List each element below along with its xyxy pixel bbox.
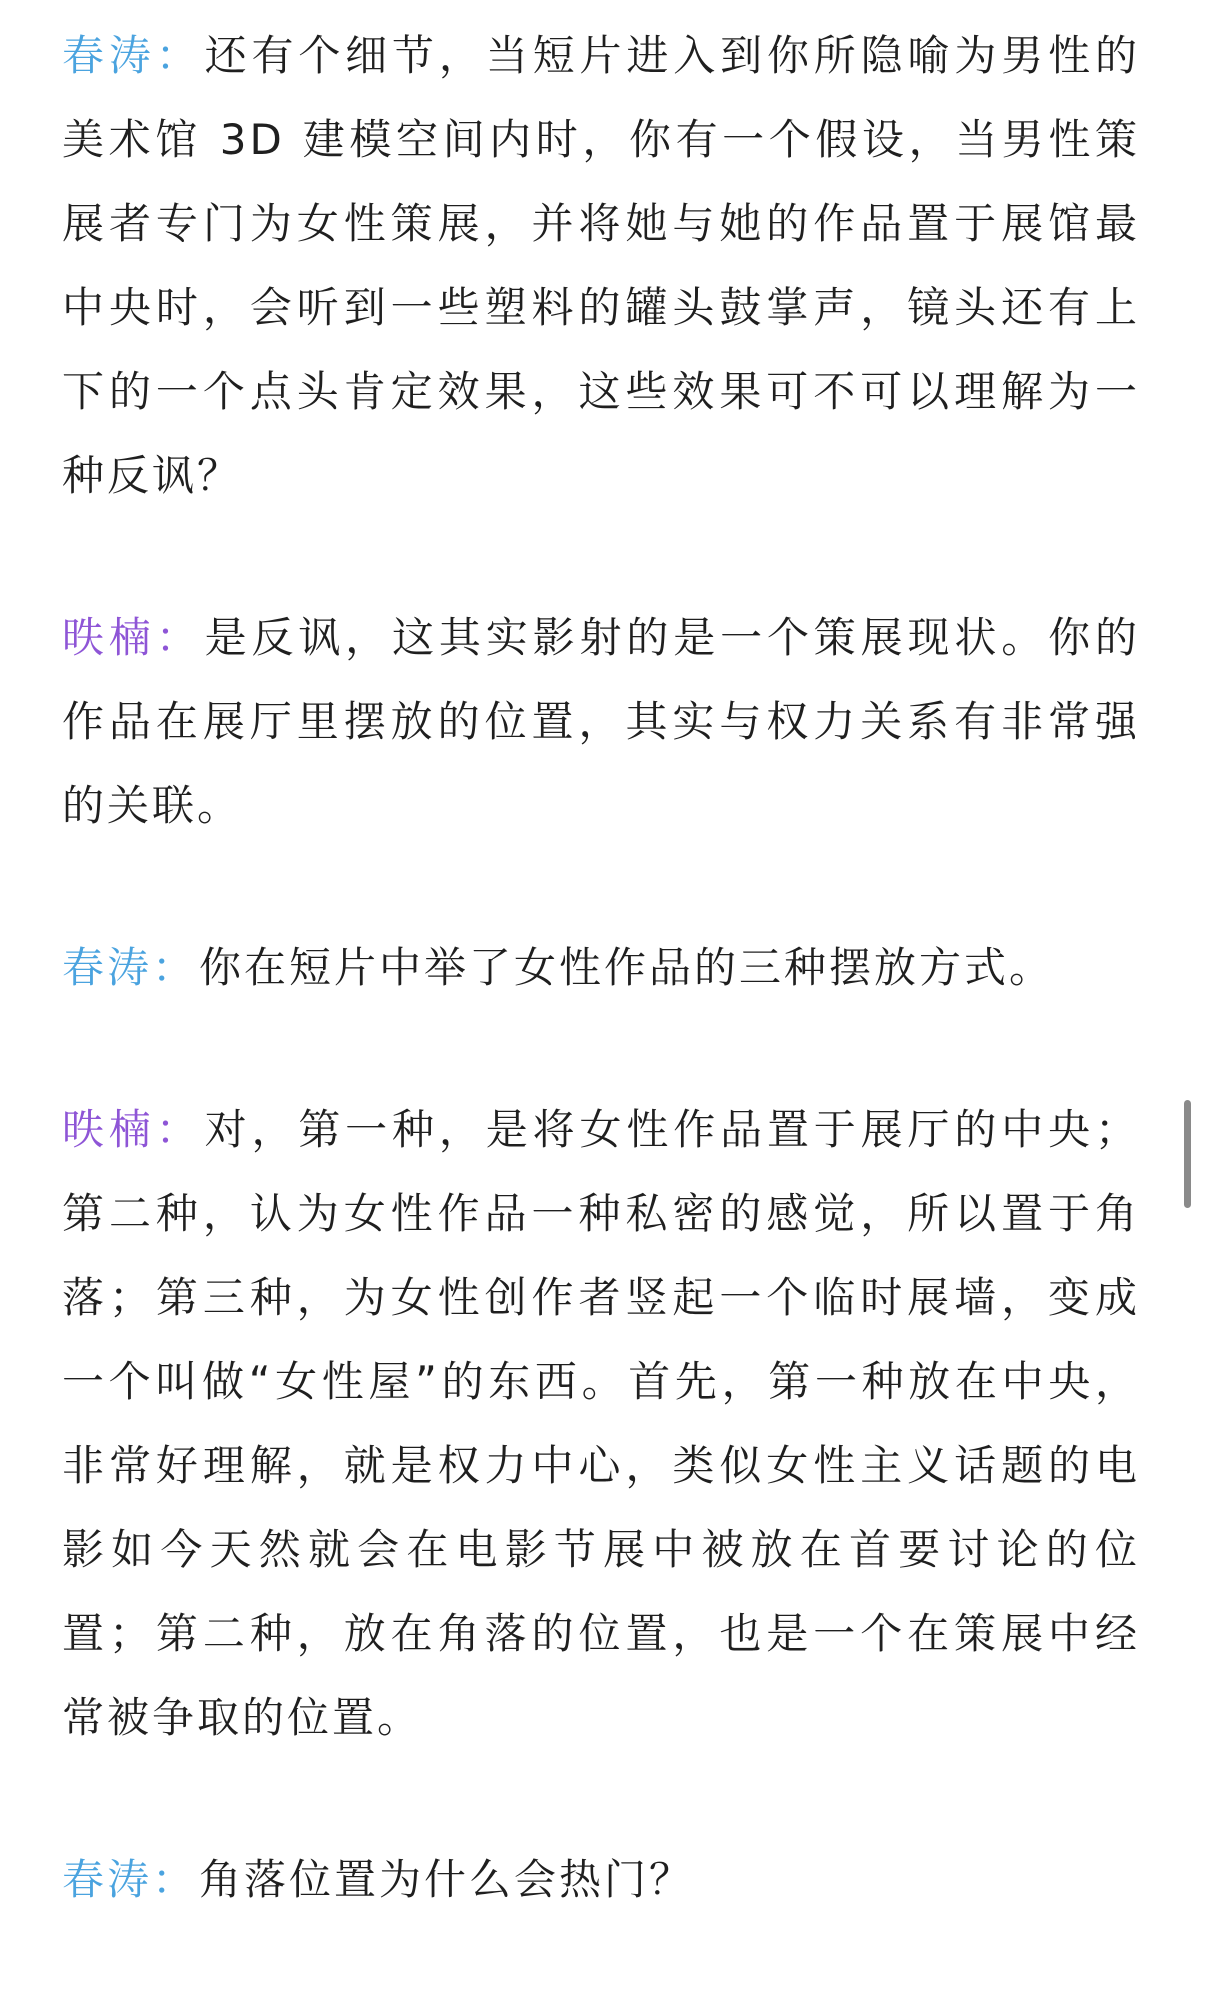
dialogue-text: 角落位置为什么会热门？ bbox=[199, 1855, 695, 1904]
dialogue-text: 你在短片中举了女性作品的三种摆放方式。 bbox=[199, 943, 1055, 992]
dialogue-paragraph bbox=[62, 596, 1140, 848]
dialogue-text: 对，第一种，是将女性作品置于展厅的中央；第二种，认为女性作品一种私密的感觉，所以置于角落；第三种，为女性创作者竖起一个临时展墙，变成一个叫做“女性屋”的东西。首先，第一种放在中央，非常好理解，就是权力中心，类似女性主义话题的电影如今天然就会在电影节展中被放在首要讨论的位置；第二种，放在角落的位置，也是一个在策展中经常被争取的位置。 bbox=[62, 1105, 1140, 1742]
dialogue-text: 还有个细节，当短片进入到你所隐喻为男性的美术馆 3D 建模空间内时，你有一个假设，当男性策展者专门为女性策展，并将她与她的作品置于展馆最中央时，会听到一些塑料的罐头鼓掌声，镜头还有上下的一个点头肯定效果，这些效果可不可以理解为一种反讽？ bbox=[62, 31, 1140, 500]
speaker-name: 春涛： bbox=[62, 31, 203, 80]
speaker-name: 昳楠： bbox=[62, 613, 203, 662]
speaker-name: 昳楠： bbox=[62, 1105, 203, 1154]
speaker-name: 春涛： bbox=[62, 943, 198, 992]
dialogue-paragraph bbox=[62, 926, 1140, 1010]
dialogue-paragraph bbox=[62, 1088, 1140, 1760]
dialogue-text: 是反讽，这其实影射的是一个策展现状。你的作品在展厅里摆放的位置，其实与权力关系有非常强的关联。 bbox=[62, 613, 1140, 830]
article-body bbox=[62, 14, 1140, 2000]
dialogue-paragraph bbox=[62, 1838, 1140, 1922]
vertical-scrollbar[interactable] bbox=[1184, 1100, 1191, 1208]
dialogue-paragraph bbox=[62, 14, 1140, 518]
speaker-name: 春涛： bbox=[62, 1855, 198, 1904]
